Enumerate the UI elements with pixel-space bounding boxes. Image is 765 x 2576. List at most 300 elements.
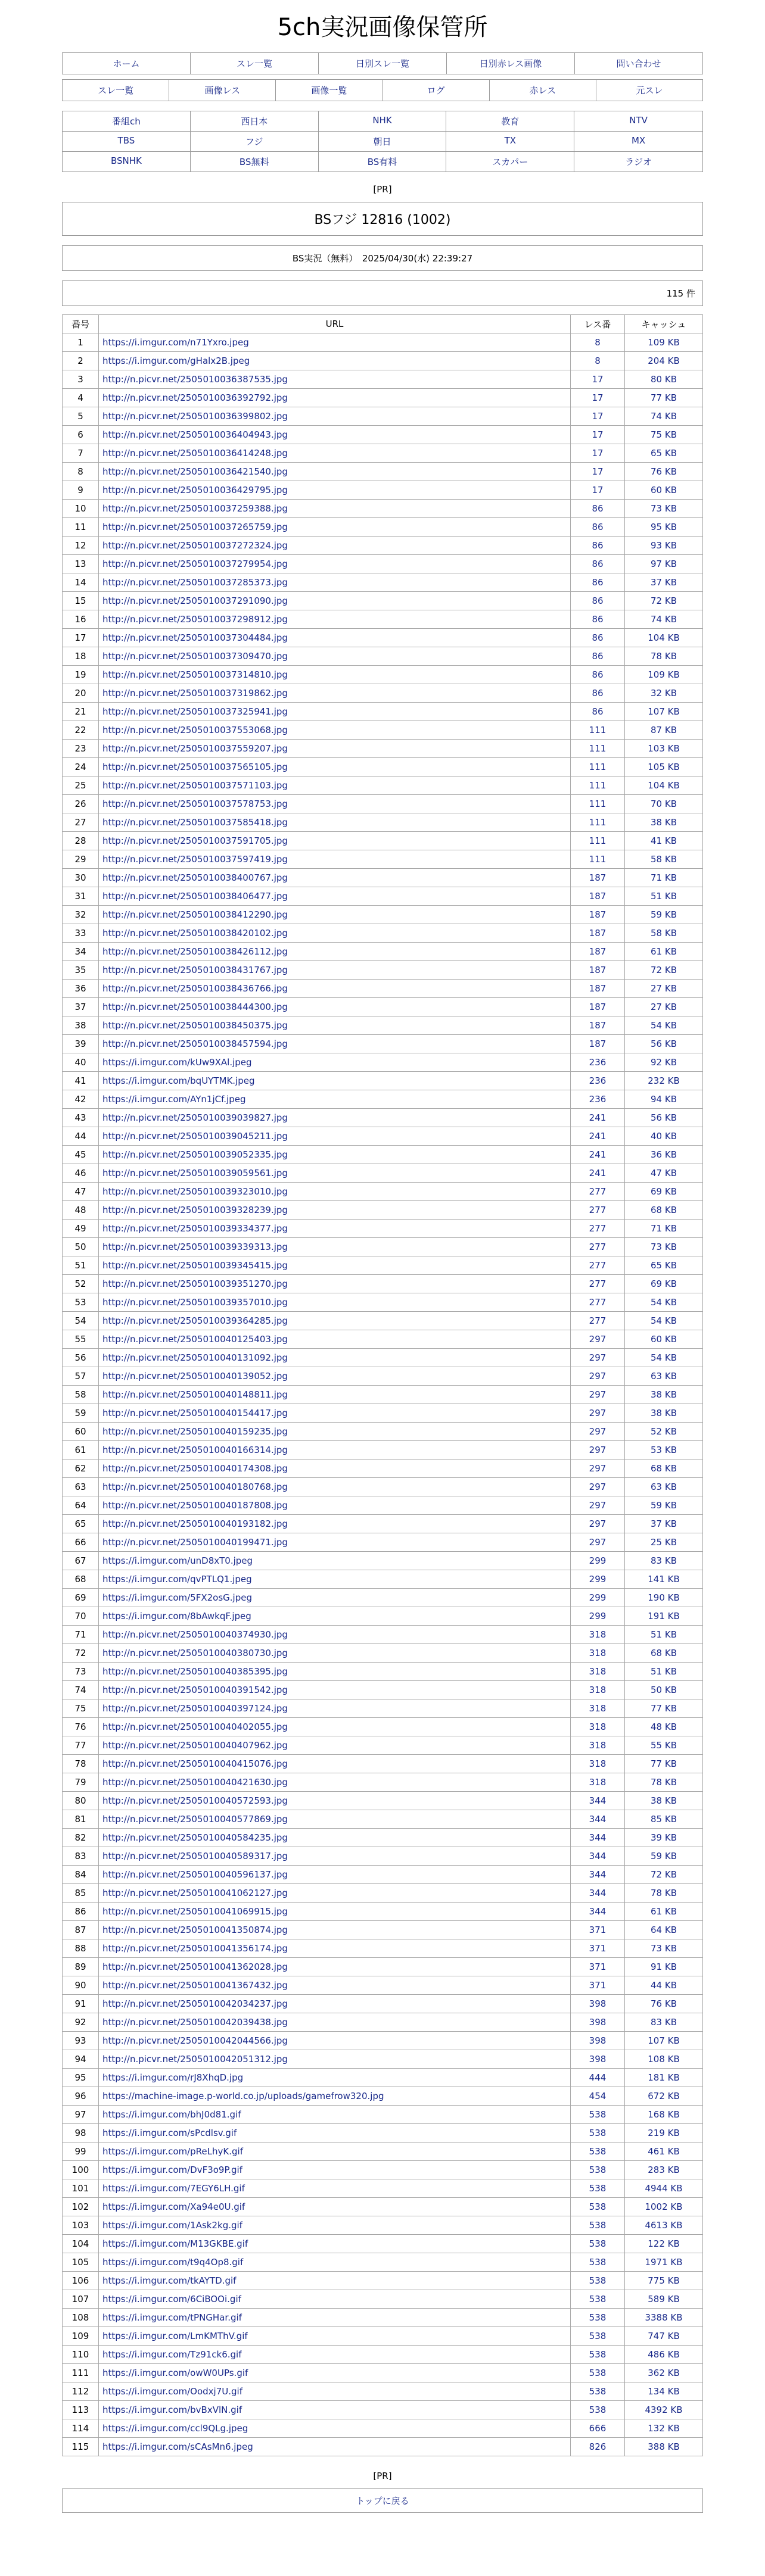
cache-size-link[interactable]: 1971 KB — [645, 2257, 683, 2268]
res-number-link[interactable]: 344 — [589, 1851, 607, 1861]
res-number-link[interactable]: 17 — [592, 392, 604, 403]
image-url-link[interactable]: https://i.imgur.com/LmKMThV.gif — [102, 2331, 248, 2341]
image-url-link[interactable]: http://n.picvr.net/2505010037298912.jpg — [102, 614, 288, 625]
nav-image-list[interactable]: 画像一覧 — [276, 80, 382, 101]
image-url-link[interactable]: http://n.picvr.net/2505010037265759.jpg — [102, 522, 288, 532]
nav-daily-thread-list[interactable]: 日別スレ一覧 — [319, 53, 447, 74]
image-url-link[interactable]: http://n.picvr.net/2505010037597419.jpg — [102, 854, 288, 865]
cache-size-link[interactable]: 61 KB — [651, 946, 677, 957]
cache-size-link[interactable]: 388 KB — [648, 2441, 680, 2452]
image-url-link[interactable]: https://i.imgur.com/kUw9XAl.jpeg — [102, 1057, 252, 1068]
nav-home[interactable]: ホーム — [63, 53, 191, 74]
res-number-link[interactable]: 538 — [589, 2331, 607, 2341]
res-number-link[interactable]: 538 — [589, 2109, 607, 2120]
res-number-link[interactable]: 344 — [589, 1888, 607, 1898]
cache-size-link[interactable]: 59 KB — [651, 909, 677, 920]
cache-size-link[interactable]: 95 KB — [651, 522, 677, 532]
image-url-link[interactable]: http://n.picvr.net/2505010040397124.jpg — [102, 1703, 288, 1714]
cache-size-link[interactable]: 486 KB — [648, 2349, 680, 2360]
image-url-link[interactable]: http://n.picvr.net/2505010040148811.jpg — [102, 1389, 288, 1400]
cache-size-link[interactable]: 94 KB — [651, 1094, 677, 1105]
res-number-link[interactable]: 111 — [589, 799, 607, 809]
channel-link[interactable]: TBS — [63, 132, 191, 152]
res-number-link[interactable]: 826 — [589, 2441, 607, 2452]
cache-size-link[interactable]: 41 KB — [651, 835, 677, 846]
res-number-link[interactable]: 187 — [589, 946, 607, 957]
res-number-link[interactable]: 17 — [592, 429, 604, 440]
res-number-link[interactable]: 344 — [589, 1814, 607, 1825]
cache-size-link[interactable]: 53 KB — [651, 1445, 677, 1455]
image-url-link[interactable]: http://n.picvr.net/2505010041069915.jpg — [102, 1906, 288, 1917]
res-number-link[interactable]: 277 — [589, 1186, 607, 1197]
nav-log[interactable]: ログ — [383, 80, 490, 101]
res-number-link[interactable]: 444 — [589, 2072, 607, 2083]
res-number-link[interactable]: 371 — [589, 1961, 607, 1972]
image-url-link[interactable]: http://n.picvr.net/2505010036421540.jpg — [102, 466, 288, 477]
cache-size-link[interactable]: 40 KB — [651, 1131, 677, 1142]
res-number-link[interactable]: 538 — [589, 2220, 607, 2231]
image-url-link[interactable]: http://n.picvr.net/2505010036392792.jpg — [102, 392, 288, 403]
cache-size-link[interactable]: 65 KB — [651, 1260, 677, 1271]
cache-size-link[interactable]: 56 KB — [651, 1038, 677, 1049]
image-url-link[interactable]: https://i.imgur.com/1Ask2kg.gif — [102, 2220, 242, 2231]
image-url-link[interactable]: http://n.picvr.net/2505010039351270.jpg — [102, 1278, 288, 1289]
cache-size-link[interactable]: 77 KB — [651, 1703, 677, 1714]
cache-size-link[interactable]: 91 KB — [651, 1961, 677, 1972]
res-number-link[interactable]: 318 — [589, 1703, 607, 1714]
res-number-link[interactable]: 17 — [592, 466, 604, 477]
channel-link[interactable]: TX — [446, 132, 574, 152]
back-to-top-link[interactable]: トップに戻る — [62, 2488, 703, 2513]
res-number-link[interactable]: 8 — [595, 337, 601, 348]
image-url-link[interactable]: https://i.imgur.com/M13GKBE.gif — [102, 2238, 248, 2249]
image-url-link[interactable]: https://i.imgur.com/5FX2osG.jpeg — [102, 1592, 252, 1603]
res-number-link[interactable]: 187 — [589, 872, 607, 883]
cache-size-link[interactable]: 775 KB — [648, 2275, 680, 2286]
cache-size-link[interactable]: 105 KB — [648, 762, 680, 772]
image-url-link[interactable]: http://n.picvr.net/2505010039052335.jpg — [102, 1149, 288, 1160]
cache-size-link[interactable]: 461 KB — [648, 2146, 680, 2157]
cache-size-link[interactable]: 109 KB — [648, 669, 680, 680]
res-number-link[interactable]: 344 — [589, 1832, 607, 1843]
cache-size-link[interactable]: 132 KB — [648, 2423, 680, 2434]
image-url-link[interactable]: http://n.picvr.net/2505010038400767.jpg — [102, 872, 288, 883]
nav-daily-red-images[interactable]: 日別赤レス画像 — [447, 53, 575, 74]
image-url-link[interactable]: http://n.picvr.net/2505010038431767.jpg — [102, 965, 288, 975]
res-number-link[interactable]: 277 — [589, 1242, 607, 1252]
cache-size-link[interactable]: 70 KB — [651, 799, 677, 809]
res-number-link[interactable]: 277 — [589, 1205, 607, 1215]
image-url-link[interactable]: https://i.imgur.com/rJ8XhqD.jpg — [102, 2072, 244, 2083]
res-number-link[interactable]: 111 — [589, 780, 607, 791]
res-number-link[interactable]: 241 — [589, 1149, 607, 1160]
res-number-link[interactable]: 86 — [592, 595, 604, 606]
image-url-link[interactable]: https://i.imgur.com/6CiBOOi.gif — [102, 2294, 241, 2304]
image-url-link[interactable]: http://n.picvr.net/2505010040374930.jpg — [102, 1629, 288, 1640]
res-number-link[interactable]: 297 — [589, 1334, 607, 1345]
cache-size-link[interactable]: 48 KB — [651, 1722, 677, 1732]
image-url-link[interactable]: https://i.imgur.com/bvBxVlN.gif — [102, 2405, 242, 2415]
image-url-link[interactable]: http://n.picvr.net/2505010039039827.jpg — [102, 1112, 288, 1123]
cache-size-link[interactable]: 204 KB — [648, 355, 680, 366]
cache-size-link[interactable]: 51 KB — [651, 1629, 677, 1640]
res-number-link[interactable]: 297 — [589, 1408, 607, 1418]
image-url-link[interactable]: http://n.picvr.net/2505010042039438.jpg — [102, 2017, 288, 2028]
image-url-link[interactable]: http://n.picvr.net/2505010039357010.jpg — [102, 1297, 288, 1308]
channel-link[interactable]: 西日本 — [191, 111, 319, 132]
image-url-link[interactable]: http://n.picvr.net/2505010036404943.jpg — [102, 429, 288, 440]
image-url-link[interactable]: http://n.picvr.net/2505010041356174.jpg — [102, 1943, 288, 1954]
nav-original-thread[interactable]: 元スレ — [636, 85, 663, 96]
res-number-link[interactable]: 86 — [592, 577, 604, 588]
res-number-link[interactable]: 187 — [589, 1020, 607, 1031]
image-url-link[interactable]: http://n.picvr.net/2505010039345415.jpg — [102, 1260, 288, 1271]
image-url-link[interactable]: https://i.imgur.com/Oodxj7U.gif — [102, 2386, 242, 2397]
image-url-link[interactable]: https://i.imgur.com/unD8xT0.jpeg — [102, 1555, 253, 1566]
res-number-link[interactable]: 538 — [589, 2183, 607, 2194]
image-url-link[interactable]: http://n.picvr.net/2505010040421630.jpg — [102, 1777, 288, 1788]
cache-size-link[interactable]: 56 KB — [651, 1112, 677, 1123]
cache-size-link[interactable]: 54 KB — [651, 1020, 677, 1031]
res-number-link[interactable]: 318 — [589, 1777, 607, 1788]
cache-size-link[interactable]: 38 KB — [651, 1408, 677, 1418]
image-url-link[interactable]: http://n.picvr.net/2505010037571103.jpg — [102, 780, 288, 791]
channel-link[interactable]: BS無料 — [191, 152, 319, 171]
cache-size-link[interactable]: 76 KB — [651, 1998, 677, 2009]
res-number-link[interactable]: 318 — [589, 1648, 607, 1658]
res-number-link[interactable]: 454 — [589, 2091, 607, 2101]
image-url-link[interactable]: http://n.picvr.net/2505010040125403.jpg — [102, 1334, 288, 1345]
image-url-link[interactable]: http://n.picvr.net/2505010038420102.jpg — [102, 928, 288, 938]
cache-size-link[interactable]: 72 KB — [651, 965, 677, 975]
cache-size-link[interactable]: 362 KB — [648, 2368, 680, 2378]
image-url-link[interactable]: http://n.picvr.net/2505010040402055.jpg — [102, 1722, 288, 1732]
res-number-link[interactable]: 86 — [592, 706, 604, 717]
res-number-link[interactable]: 86 — [592, 559, 604, 569]
image-url-link[interactable]: http://n.picvr.net/2505010037585418.jpg — [102, 817, 288, 828]
cache-size-link[interactable]: 73 KB — [651, 503, 677, 514]
res-number-link[interactable]: 398 — [589, 1998, 607, 2009]
image-url-link[interactable]: http://n.picvr.net/2505010037272324.jpg — [102, 540, 288, 551]
cache-size-link[interactable]: 71 KB — [651, 1223, 677, 1234]
image-url-link[interactable]: http://n.picvr.net/2505010037319862.jpg — [102, 688, 288, 698]
image-url-link[interactable]: https://i.imgur.com/pReLhyK.gif — [102, 2146, 243, 2157]
image-url-link[interactable]: https://i.imgur.com/gHalx2B.jpeg — [102, 355, 250, 366]
res-number-link[interactable]: 538 — [589, 2275, 607, 2286]
res-number-link[interactable]: 318 — [589, 1740, 607, 1751]
res-number-link[interactable]: 86 — [592, 614, 604, 625]
res-number-link[interactable]: 236 — [589, 1075, 607, 1086]
cache-size-link[interactable]: 63 KB — [651, 1371, 677, 1381]
image-url-link[interactable]: http://n.picvr.net/2505010040577869.jpg — [102, 1814, 288, 1825]
res-number-link[interactable]: 241 — [589, 1112, 607, 1123]
res-number-link[interactable]: 277 — [589, 1297, 607, 1308]
res-number-link[interactable]: 538 — [589, 2201, 607, 2212]
res-number-link[interactable]: 111 — [589, 854, 607, 865]
res-number-link[interactable]: 297 — [589, 1389, 607, 1400]
cache-size-link[interactable]: 68 KB — [651, 1205, 677, 1215]
cache-size-link[interactable]: 47 KB — [651, 1168, 677, 1178]
res-number-link[interactable]: 538 — [589, 2294, 607, 2304]
res-number-link[interactable]: 111 — [589, 835, 607, 846]
res-number-link[interactable]: 398 — [589, 2017, 607, 2028]
image-url-link[interactable]: http://n.picvr.net/2505010041362028.jpg — [102, 1961, 288, 1972]
res-number-link[interactable]: 538 — [589, 2405, 607, 2415]
res-number-link[interactable]: 371 — [589, 1925, 607, 1935]
res-number-link[interactable]: 318 — [589, 1722, 607, 1732]
image-url-link[interactable]: http://n.picvr.net/2505010042044566.jpg — [102, 2035, 288, 2046]
image-url-link[interactable]: http://n.picvr.net/2505010040596137.jpg — [102, 1869, 288, 1880]
image-url-link[interactable]: http://n.picvr.net/2505010038412290.jpg — [102, 909, 288, 920]
channel-link[interactable]: ラジオ — [625, 157, 652, 167]
image-url-link[interactable]: http://n.picvr.net/2505010039364285.jpg — [102, 1315, 288, 1326]
image-url-link[interactable]: http://n.picvr.net/2505010040174308.jpg — [102, 1463, 288, 1474]
image-url-link[interactable]: https://i.imgur.com/sCAsMn6.jpeg — [102, 2441, 253, 2452]
cache-size-link[interactable]: 83 KB — [651, 1555, 677, 1566]
cache-size-link[interactable]: 72 KB — [651, 1869, 677, 1880]
cache-size-link[interactable]: 73 KB — [651, 1242, 677, 1252]
res-number-link[interactable]: 187 — [589, 909, 607, 920]
cache-size-link[interactable]: 54 KB — [651, 1352, 677, 1363]
res-number-link[interactable]: 297 — [589, 1537, 607, 1548]
cache-size-link[interactable]: 69 KB — [651, 1278, 677, 1289]
image-url-link[interactable]: http://n.picvr.net/2505010040139052.jpg — [102, 1371, 288, 1381]
image-url-link[interactable]: https://i.imgur.com/qvPTLQ1.jpeg — [102, 1574, 252, 1585]
res-number-link[interactable]: 277 — [589, 1315, 607, 1326]
image-url-link[interactable]: http://n.picvr.net/2505010042034237.jpg — [102, 1998, 288, 2009]
image-url-link[interactable]: http://n.picvr.net/2505010040180768.jpg — [102, 1482, 288, 1492]
cache-size-link[interactable]: 108 KB — [648, 2054, 680, 2064]
image-url-link[interactable]: http://n.picvr.net/2505010040193182.jpg — [102, 1518, 288, 1529]
image-url-link[interactable]: http://n.picvr.net/2505010040572593.jpg — [102, 1795, 288, 1806]
res-number-link[interactable]: 241 — [589, 1168, 607, 1178]
res-number-link[interactable]: 297 — [589, 1500, 607, 1511]
cache-size-link[interactable]: 122 KB — [648, 2238, 680, 2249]
image-url-link[interactable]: http://n.picvr.net/2505010037591705.jpg — [102, 835, 288, 846]
image-url-link[interactable]: http://n.picvr.net/2505010037304484.jpg — [102, 632, 288, 643]
cache-size-link[interactable]: 38 KB — [651, 1795, 677, 1806]
image-url-link[interactable]: http://n.picvr.net/2505010037259388.jpg — [102, 503, 288, 514]
res-number-link[interactable]: 111 — [589, 817, 607, 828]
image-url-link[interactable]: http://n.picvr.net/2505010038450375.jpg — [102, 1020, 288, 1031]
image-url-link[interactable]: http://n.picvr.net/2505010036387535.jpg — [102, 374, 288, 385]
cache-size-link[interactable]: 4613 KB — [645, 2220, 683, 2231]
cache-size-link[interactable]: 80 KB — [651, 374, 677, 385]
res-number-link[interactable]: 86 — [592, 688, 604, 698]
cache-size-link[interactable]: 168 KB — [648, 2109, 680, 2120]
res-number-link[interactable]: 297 — [589, 1463, 607, 1474]
cache-size-link[interactable]: 32 KB — [651, 688, 677, 698]
channel-link[interactable]: BS有料 — [319, 152, 447, 171]
image-url-link[interactable]: https://i.imgur.com/tkAYTD.gif — [102, 2275, 237, 2286]
res-number-link[interactable]: 187 — [589, 928, 607, 938]
res-number-link[interactable]: 344 — [589, 1869, 607, 1880]
res-number-link[interactable]: 538 — [589, 2165, 607, 2175]
cache-size-link[interactable]: 68 KB — [651, 1648, 677, 1658]
image-url-link[interactable]: http://n.picvr.net/2505010040199471.jpg — [102, 1537, 288, 1548]
image-url-link[interactable]: http://n.picvr.net/2505010039059561.jpg — [102, 1168, 288, 1178]
res-number-link[interactable]: 277 — [589, 1278, 607, 1289]
image-url-link[interactable]: http://n.picvr.net/2505010040380730.jpg — [102, 1648, 288, 1658]
image-url-link[interactable]: http://n.picvr.net/2505010037314810.jpg — [102, 669, 288, 680]
image-url-link[interactable]: http://n.picvr.net/2505010036429795.jpg — [102, 485, 288, 495]
image-url-link[interactable]: https://i.imgur.com/owW0UPs.gif — [102, 2368, 248, 2378]
channel-link[interactable]: 教育 — [446, 111, 574, 132]
image-url-link[interactable]: http://n.picvr.net/2505010038426112.jpg — [102, 946, 288, 957]
image-url-link[interactable]: http://n.picvr.net/2505010039328239.jpg — [102, 1205, 288, 1215]
res-number-link[interactable]: 398 — [589, 2035, 607, 2046]
cache-size-link[interactable]: 64 KB — [651, 1925, 677, 1935]
cache-size-link[interactable]: 27 KB — [651, 983, 677, 994]
res-number-link[interactable]: 371 — [589, 1980, 607, 1991]
channel-link[interactable]: 朝日 — [319, 132, 447, 152]
image-url-link[interactable]: http://n.picvr.net/2505010039334377.jpg — [102, 1223, 288, 1234]
cache-size-link[interactable]: 52 KB — [651, 1426, 677, 1437]
image-url-link[interactable]: http://n.picvr.net/2505010038444300.jpg — [102, 1002, 288, 1012]
nav-thread-list-2[interactable]: スレ一覧 — [63, 80, 169, 101]
channel-link[interactable]: MX — [574, 132, 702, 152]
channel-link[interactable]: BSNHK — [63, 152, 191, 171]
image-url-link[interactable]: http://n.picvr.net/2505010040385395.jpg — [102, 1666, 288, 1677]
res-number-link[interactable]: 538 — [589, 2349, 607, 2360]
res-number-link[interactable]: 344 — [589, 1795, 607, 1806]
image-url-link[interactable]: http://n.picvr.net/2505010038436766.jpg — [102, 983, 288, 994]
cache-size-link[interactable]: 58 KB — [651, 928, 677, 938]
res-number-link[interactable]: 187 — [589, 983, 607, 994]
res-number-link[interactable]: 538 — [589, 2368, 607, 2378]
image-url-link[interactable]: http://n.picvr.net/2505010037309470.jpg — [102, 651, 288, 662]
image-url-link[interactable]: https://machine-image.p-world.co.jp/uploads/gamefrow320.jpg — [102, 2091, 384, 2101]
cache-size-link[interactable]: 59 KB — [651, 1500, 677, 1511]
image-url-link[interactable]: http://n.picvr.net/2505010039323010.jpg — [102, 1186, 288, 1197]
image-url-link[interactable]: http://n.picvr.net/2505010040584235.jpg — [102, 1832, 288, 1843]
res-number-link[interactable]: 111 — [589, 762, 607, 772]
cache-size-link[interactable]: 27 KB — [651, 1002, 677, 1012]
res-number-link[interactable]: 17 — [592, 411, 604, 422]
image-url-link[interactable]: http://n.picvr.net/2505010040154417.jpg — [102, 1408, 288, 1418]
res-number-link[interactable]: 187 — [589, 891, 607, 902]
image-url-link[interactable]: https://i.imgur.com/Xa94e0U.gif — [102, 2201, 245, 2212]
res-number-link[interactable]: 297 — [589, 1518, 607, 1529]
res-number-link[interactable]: 86 — [592, 632, 604, 643]
cache-size-link[interactable]: 87 KB — [651, 725, 677, 735]
res-number-link[interactable]: 398 — [589, 2054, 607, 2064]
image-url-link[interactable]: https://i.imgur.com/Tz91ck6.gif — [102, 2349, 242, 2360]
nav-thread-list[interactable]: スレ一覧 — [191, 53, 319, 74]
cache-size-link[interactable]: 83 KB — [651, 2017, 677, 2028]
image-url-link[interactable]: http://n.picvr.net/2505010037279954.jpg — [102, 559, 288, 569]
cache-size-link[interactable]: 107 KB — [648, 2035, 680, 2046]
cache-size-link[interactable]: 51 KB — [651, 891, 677, 902]
cache-size-link[interactable]: 37 KB — [651, 1518, 677, 1529]
cache-size-link[interactable]: 4944 KB — [645, 2183, 683, 2194]
cache-size-link[interactable]: 589 KB — [648, 2294, 680, 2304]
cache-size-link[interactable]: 134 KB — [648, 2386, 680, 2397]
cache-size-link[interactable]: 107 KB — [648, 706, 680, 717]
cache-size-link[interactable]: 104 KB — [648, 780, 680, 791]
cache-size-link[interactable]: 85 KB — [651, 1814, 677, 1825]
cache-size-link[interactable]: 74 KB — [651, 411, 677, 422]
cache-size-link[interactable]: 1002 KB — [645, 2201, 683, 2212]
channel-link[interactable]: スカパー — [446, 152, 574, 171]
cache-size-link[interactable]: 54 KB — [651, 1297, 677, 1308]
res-number-link[interactable]: 277 — [589, 1223, 607, 1234]
cache-size-link[interactable]: 51 KB — [651, 1666, 677, 1677]
res-number-link[interactable]: 318 — [589, 1629, 607, 1640]
image-url-link[interactable]: http://n.picvr.net/2505010040159235.jpg — [102, 1426, 288, 1437]
res-number-link[interactable]: 538 — [589, 2238, 607, 2249]
image-url-link[interactable]: http://n.picvr.net/2505010037291090.jpg — [102, 595, 288, 606]
cache-size-link[interactable]: 71 KB — [651, 872, 677, 883]
res-number-link[interactable]: 538 — [589, 2146, 607, 2157]
image-url-link[interactable]: http://n.picvr.net/2505010038457594.jpg — [102, 1038, 288, 1049]
cache-size-link[interactable]: 3388 KB — [645, 2312, 683, 2323]
res-number-link[interactable]: 344 — [589, 1906, 607, 1917]
image-url-link[interactable]: http://n.picvr.net/2505010040589317.jpg — [102, 1851, 288, 1861]
cache-size-link[interactable]: 58 KB — [651, 854, 677, 865]
cache-size-link[interactable]: 672 KB — [648, 2091, 680, 2101]
res-number-link[interactable]: 17 — [592, 448, 604, 459]
image-url-link[interactable]: http://n.picvr.net/2505010039045211.jpg — [102, 1131, 288, 1142]
res-number-link[interactable]: 666 — [589, 2423, 607, 2434]
res-number-link[interactable]: 86 — [592, 651, 604, 662]
image-url-link[interactable]: http://n.picvr.net/2505010037565105.jpg — [102, 762, 288, 772]
image-url-link[interactable]: http://n.picvr.net/2505010040391542.jpg — [102, 1685, 288, 1695]
cache-size-link[interactable]: 78 KB — [651, 651, 677, 662]
cache-size-link[interactable]: 38 KB — [651, 817, 677, 828]
cache-size-link[interactable]: 283 KB — [648, 2165, 680, 2175]
cache-size-link[interactable]: 190 KB — [648, 1592, 680, 1603]
channel-link[interactable]: 番組ch — [63, 111, 191, 132]
res-number-link[interactable]: 538 — [589, 2312, 607, 2323]
cache-size-link[interactable]: 4392 KB — [645, 2405, 683, 2415]
cache-size-link[interactable]: 104 KB — [648, 632, 680, 643]
res-number-link[interactable]: 236 — [589, 1094, 607, 1105]
cache-size-link[interactable]: 74 KB — [651, 614, 677, 625]
cache-size-link[interactable]: 92 KB — [651, 1057, 677, 1068]
image-url-link[interactable]: https://i.imgur.com/7EGY6LH.gif — [102, 2183, 245, 2194]
channel-link[interactable]: NHK — [319, 111, 447, 132]
nav-contact[interactable]: 問い合わせ — [616, 58, 661, 69]
res-number-link[interactable]: 318 — [589, 1758, 607, 1769]
cache-size-link[interactable]: 76 KB — [651, 466, 677, 477]
cache-size-link[interactable]: 77 KB — [651, 1758, 677, 1769]
res-number-link[interactable]: 299 — [589, 1574, 607, 1585]
cache-size-link[interactable]: 63 KB — [651, 1482, 677, 1492]
cache-size-link[interactable]: 78 KB — [651, 1777, 677, 1788]
image-url-link[interactable]: http://n.picvr.net/2505010040131092.jpg — [102, 1352, 288, 1363]
cache-size-link[interactable]: 93 KB — [651, 540, 677, 551]
cache-size-link[interactable]: 55 KB — [651, 1740, 677, 1751]
res-number-link[interactable]: 86 — [592, 669, 604, 680]
cache-size-link[interactable]: 59 KB — [651, 1851, 677, 1861]
image-url-link[interactable]: http://n.picvr.net/2505010037325941.jpg — [102, 706, 288, 717]
res-number-link[interactable]: 318 — [589, 1685, 607, 1695]
res-number-link[interactable]: 86 — [592, 503, 604, 514]
cache-size-link[interactable]: 219 KB — [648, 2128, 680, 2138]
image-url-link[interactable]: http://n.picvr.net/2505010037285373.jpg — [102, 577, 288, 588]
cache-size-link[interactable]: 181 KB — [648, 2072, 680, 2083]
cache-size-link[interactable]: 103 KB — [648, 743, 680, 754]
image-url-link[interactable]: http://n.picvr.net/2505010037553068.jpg — [102, 725, 288, 735]
cache-size-link[interactable]: 36 KB — [651, 1149, 677, 1160]
cache-size-link[interactable]: 44 KB — [651, 1980, 677, 1991]
image-url-link[interactable]: https://i.imgur.com/bhJ0d81.gif — [102, 2109, 241, 2120]
res-number-link[interactable]: 299 — [589, 1611, 607, 1621]
image-url-link[interactable]: http://n.picvr.net/2505010041367432.jpg — [102, 1980, 288, 1991]
cache-size-link[interactable]: 60 KB — [651, 1334, 677, 1345]
image-url-link[interactable]: https://i.imgur.com/DvF3o9P.gif — [102, 2165, 242, 2175]
